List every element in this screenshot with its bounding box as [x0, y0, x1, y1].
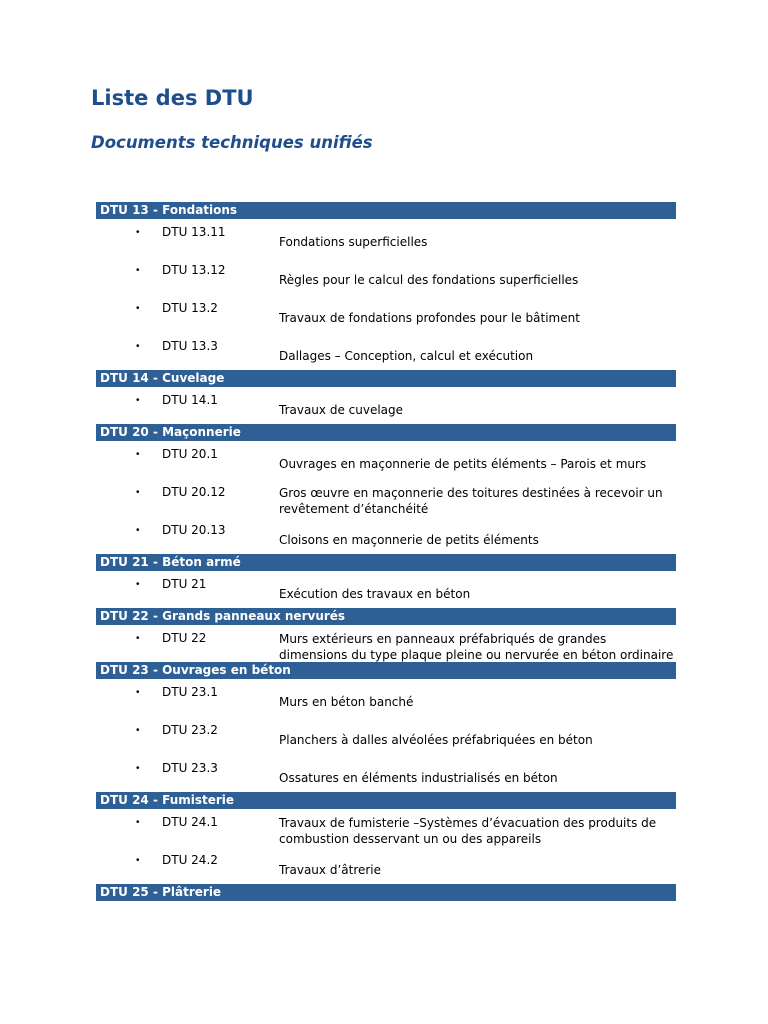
dtu-description: Travaux de fondations profondes pour le bâtiment: [279, 311, 580, 325]
section-header: DTU 13 - Fondations: [96, 202, 676, 219]
section-header: DTU 24 - Fumisterie: [96, 792, 676, 809]
section-dtu-22: [96, 608, 676, 662]
section-dtu-21: [96, 554, 676, 608]
dtu-code: DTU 13.3: [162, 339, 218, 353]
list-item: [96, 853, 676, 884]
bullet-icon: •: [136, 725, 140, 736]
section-dtu-23: [96, 662, 676, 792]
dtu-code: DTU 20.1: [162, 447, 218, 461]
dtu-code: DTU 13.2: [162, 301, 218, 315]
dtu-code: DTU 23.2: [162, 723, 218, 737]
dtu-description: Ouvrages en maçonnerie de petits éléments – Parois et murs: [279, 457, 647, 471]
dtu-description: Gros œuvre en maçonnerie des toitures destinées à recevoir un revêtement d’étanchéité: [279, 486, 663, 516]
section-dtu-14: [96, 370, 676, 424]
bullet-icon: •: [136, 817, 140, 828]
list-item: [96, 225, 676, 263]
dtu-code: DTU 13.11: [162, 225, 226, 239]
section-dtu-25: [96, 884, 676, 901]
list-item: [96, 393, 676, 424]
list-item: [96, 815, 676, 853]
section-header: DTU 14 - Cuvelage: [96, 370, 676, 387]
section-header: DTU 20 - Maçonnerie: [96, 424, 676, 441]
dtu-description: Ossatures en éléments industrialisés en béton: [279, 771, 558, 785]
bullet-icon: •: [136, 265, 140, 276]
dtu-description: Travaux de cuvelage: [279, 403, 404, 417]
dtu-list: [96, 202, 676, 901]
bullet-icon: •: [136, 227, 140, 238]
section-header: DTU 21 - Béton armé: [96, 554, 676, 571]
dtu-description: Fondations superficielles: [279, 235, 428, 249]
page-title: Liste des DTU: [91, 86, 254, 110]
dtu-description: Murs en béton banché: [279, 695, 414, 709]
section-header: DTU 25 - Plâtrerie: [96, 884, 676, 901]
dtu-code: DTU 23.1: [162, 685, 218, 699]
list-item: [96, 485, 676, 523]
list-item: [96, 447, 676, 485]
bullet-icon: •: [136, 303, 140, 314]
dtu-description: Cloisons en maçonnerie de petits éléments: [279, 533, 539, 547]
dtu-code: DTU 20.12: [162, 485, 226, 499]
dtu-code: DTU 14.1: [162, 393, 218, 407]
section-dtu-13: [96, 202, 676, 370]
dtu-code: DTU 24.2: [162, 853, 218, 867]
bullet-icon: •: [136, 579, 140, 590]
section-header: DTU 22 - Grands panneaux nervurés: [96, 608, 676, 625]
section-dtu-24: [96, 792, 676, 884]
bullet-icon: •: [136, 633, 140, 644]
list-item: [96, 631, 676, 662]
bullet-icon: •: [136, 341, 140, 352]
page-subtitle: Documents techniques unifiés: [91, 133, 373, 152]
list-item: [96, 761, 676, 792]
dtu-description: Dallages – Conception, calcul et exécution: [279, 349, 534, 363]
dtu-description: Planchers à dalles alvéolées préfabriquées en béton: [279, 733, 593, 747]
bullet-icon: •: [136, 763, 140, 774]
section-dtu-20: [96, 424, 676, 554]
list-item: [96, 685, 676, 723]
bullet-icon: •: [136, 487, 140, 498]
dtu-description: Murs extérieurs en panneaux préfabriqués de grandes dimensions du type plaque pleine ou nervurée en béton ordinaire: [279, 632, 674, 662]
list-item: [96, 301, 676, 339]
bullet-icon: •: [136, 687, 140, 698]
list-item: [96, 577, 676, 608]
section-header: DTU 23 - Ouvrages en béton: [96, 662, 676, 679]
dtu-code: DTU 24.1: [162, 815, 218, 829]
dtu-code: DTU 21: [162, 577, 207, 591]
list-item: [96, 723, 676, 761]
bullet-icon: •: [136, 449, 140, 460]
dtu-description: Travaux de fumisterie –Systèmes d’évacuation des produits de combustion desservant un ou des appareils: [279, 816, 657, 846]
dtu-code: DTU 20.13: [162, 523, 226, 537]
bullet-icon: •: [136, 395, 140, 406]
list-item: [96, 263, 676, 301]
bullet-icon: •: [136, 855, 140, 866]
dtu-description: Exécution des travaux en béton: [279, 587, 471, 601]
dtu-description: Travaux d’âtrerie: [279, 863, 382, 877]
dtu-code: DTU 13.12: [162, 263, 226, 277]
list-item: [96, 339, 676, 370]
bullet-icon: •: [136, 525, 140, 536]
dtu-code: DTU 23.3: [162, 761, 218, 775]
dtu-description: Règles pour le calcul des fondations superficielles: [279, 273, 579, 287]
list-item: [96, 523, 676, 554]
dtu-code: DTU 22: [162, 631, 207, 645]
